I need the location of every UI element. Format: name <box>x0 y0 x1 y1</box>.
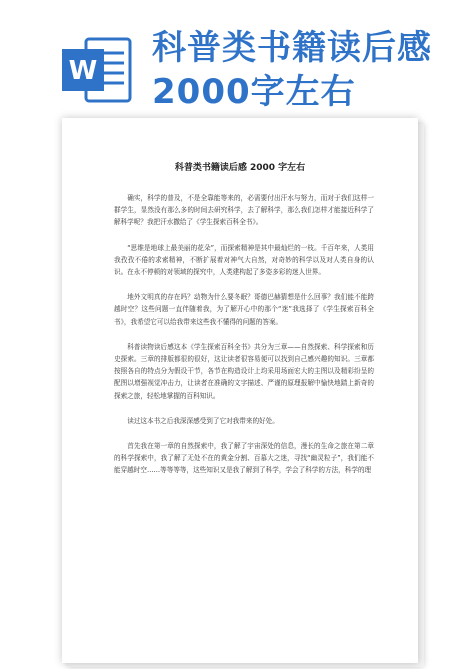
document-body <box>114 192 374 490</box>
paragraph: 首先我在第一章的自然探索中，我了解了宇宙深处的信息，漫长的生命之旅在第二章的科学探索中，我了解了无处不在的黄金分割、百慕大之迷，寻找“幽灵粒子”，我们能不能穿越时空……等等等等，这些知识又是我了解到了科学，学会了科学的方法，科学的理 <box>114 442 374 475</box>
paragraph: 科普读物读后感这本《学生探索百科全书》共分为三章——自然探索、科学探索和历史探索。三章的排版都很的很好，这让读者很容易便可以找到自己感兴趣的知识。三章都按照各自的特点分为假设干节，各节在构造设计上均采用场面宏大的主图以及精彩纷呈的配图以增强视觉冲击力，让读者在准确的文字描述、严谨的原理报解中愉快地踏上新奇的探索之旅，轻松地掌握的百科知识。 <box>114 342 374 400</box>
word-logo-letter: W <box>68 56 98 86</box>
banner-title-line2: 2000字左右 <box>152 72 356 112</box>
paragraph: “思维是地球上最美丽的花朵”，而探索精神是其中最灿烂的一枝。千百年来，人类用我孜孜不倦的求索精神，不断扩展着对神气大自然，对奇妙的科学以及对人类自身的认识。在永不停顿的对领域的探究中，人类建构起了多姿多彩的迷人世界。 <box>114 243 374 277</box>
banner-title <box>152 26 462 114</box>
banner <box>0 0 474 120</box>
paragraph: 确实，科学的普及，不是全靠能等来的，必需要付出汗水与努力，而对于我们这样一群学生，显然没有那么多的时间去研究科学，去了解科学，那么我们怎样才能接近科学了解科学呢？我把汗水撒给了《学生探索百科全书》。 <box>114 194 374 227</box>
paragraph: 读过这本书之后我深深感受到了它对我带来的好处。 <box>127 416 279 425</box>
document-page <box>62 118 418 663</box>
document-title: 科普类书籍读后感 2000 字左右 <box>174 163 306 173</box>
document-preview <box>62 118 418 663</box>
paragraph: 地外文明真的存在吗？动物为什么要冬眠？哥德巴赫猜想是什么回事？我们能不能跨越时空？这些问题一直伴随着我，为了解开心中的那个“迷”我选择了《学生探索百科全书》，我希望它可以给我带来这些我不懂得的问题的答案。 <box>114 293 374 326</box>
word-icon <box>60 35 132 105</box>
banner-title-line1: 科普类书籍读后感 <box>152 28 432 68</box>
